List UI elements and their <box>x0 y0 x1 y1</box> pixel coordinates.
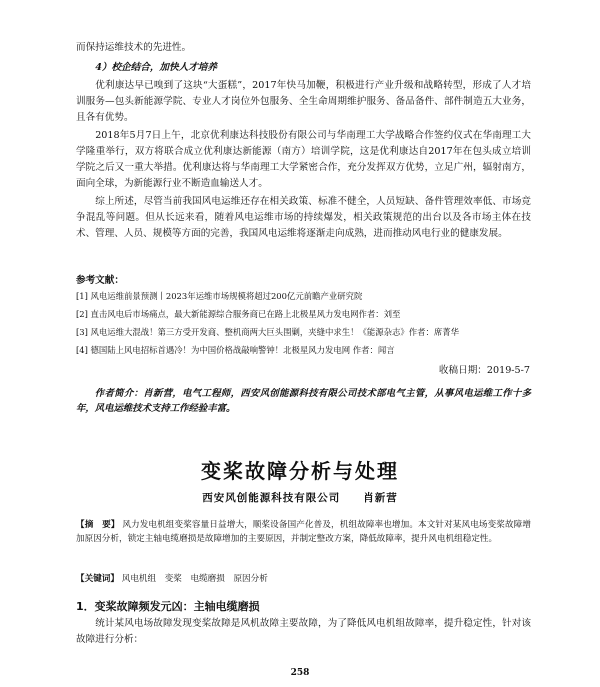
reference-item: [1] 风电运维前景预测丨2023年运维市场规模将超过200亿元前瞻产业研究院 <box>76 291 363 301</box>
section-heading: 1．变桨故障频发元凶：主轴电缆磨损 <box>76 600 260 613</box>
abstract <box>76 518 531 546</box>
keywords-text: 风电机组 变桨 电缆磨损 原因分析 <box>121 574 268 584</box>
references-title: 参考文献： <box>76 275 124 286</box>
keywords-label: 【关键词】 <box>76 574 119 584</box>
article-title: 变桨故障分析与处理 <box>201 459 399 483</box>
body-paragraph: 综上所述，尽管当前我国风电运维还存在相关政策、标准不健全，人员短缺、备件管理效率低、市场竞争混乱等问题。但从长远来看，随着风电运维市场的持续爆发，相关政策规范的出台以及各市场主体在技术、管理、人员、规模等方面的完善，我国风电运维将逐渐走向成熟，进而推动风电行业的健康发展。 <box>76 196 531 239</box>
keywords <box>76 572 531 584</box>
section-subheading: 4）校企结合，加快人才培养 <box>95 62 217 73</box>
reference-item: [4] 德国陆上风电招标首遇冷！为中国价格战敲响警钟！北极星风力发电网 作者：闻言 <box>76 345 395 355</box>
body-paragraph: 优利康达早已嗅到了这块“大蛋糕”，2017年快马加鞭，积极进行产业升级和战略转型，形成了人才培训服务—包头新能源学院、专业人才岗位外包服务、全生命周期维护服务、备品备件、部件制造五大业务，且各有优势。 <box>76 80 531 123</box>
continuation-line: 而保持运维技术的先进性。 <box>76 42 192 53</box>
received-date: 收稿日期：2019-5-7 <box>438 365 530 376</box>
body-paragraph: 统计某风电场故障发现变桨故障是风机故障主要故障，为了降低风电机组故障率，提升稳定性，针对该故障进行分析： <box>76 618 531 645</box>
abstract-text: 风力发电机组变桨容量日益增大，顺桨设备国产化普及，机组故障率也增加。本文针对某风电场变桨故障增加原因分析，锁定主轴电缆磨损是故障增加的主要原因，并制定整改方案，降低故障率，提升风电机组稳定性。 <box>76 520 531 544</box>
article-author: 西安风创能源科技有限公司 肖新营 <box>202 492 398 504</box>
author-bio: 作者简介：肖新营，电气工程师，西安风创能源科技有限公司技术部电气主管，从事风电运维工作十多年，风电运维技术支持工作经验丰富。 <box>76 388 531 414</box>
reference-item: [3] 风电运维大混战！第三方受开发商、整机商两大巨头围剿，夹缝中求生！《能源杂志》作者：席菁华 <box>76 327 460 337</box>
body-paragraph: 2018年5月7日上午，北京优利康达科技股份有限公司与华南理工大学战略合作签约仪式在华南理工大学隆重举行，双方将联合成立优利康达新能源（南方）培训学院，这是优利康达自2017年在包头成立培训学院之后又一重大举措。优利康达将与华南理工大学紧密合作，充分发挥双方优势，立足广州，辐射南方，面向全球，为新能源行业不断造血输送人才。 <box>76 130 531 189</box>
page-number: 258 <box>290 668 310 678</box>
reference-item: [2] 直击风电后市场痛点，最大新能源综合服务商已在路上北极星风力发电网作者：刘至 <box>76 309 401 319</box>
abstract-label: 【摘 要】 <box>76 520 120 530</box>
reference-list <box>76 290 531 356</box>
